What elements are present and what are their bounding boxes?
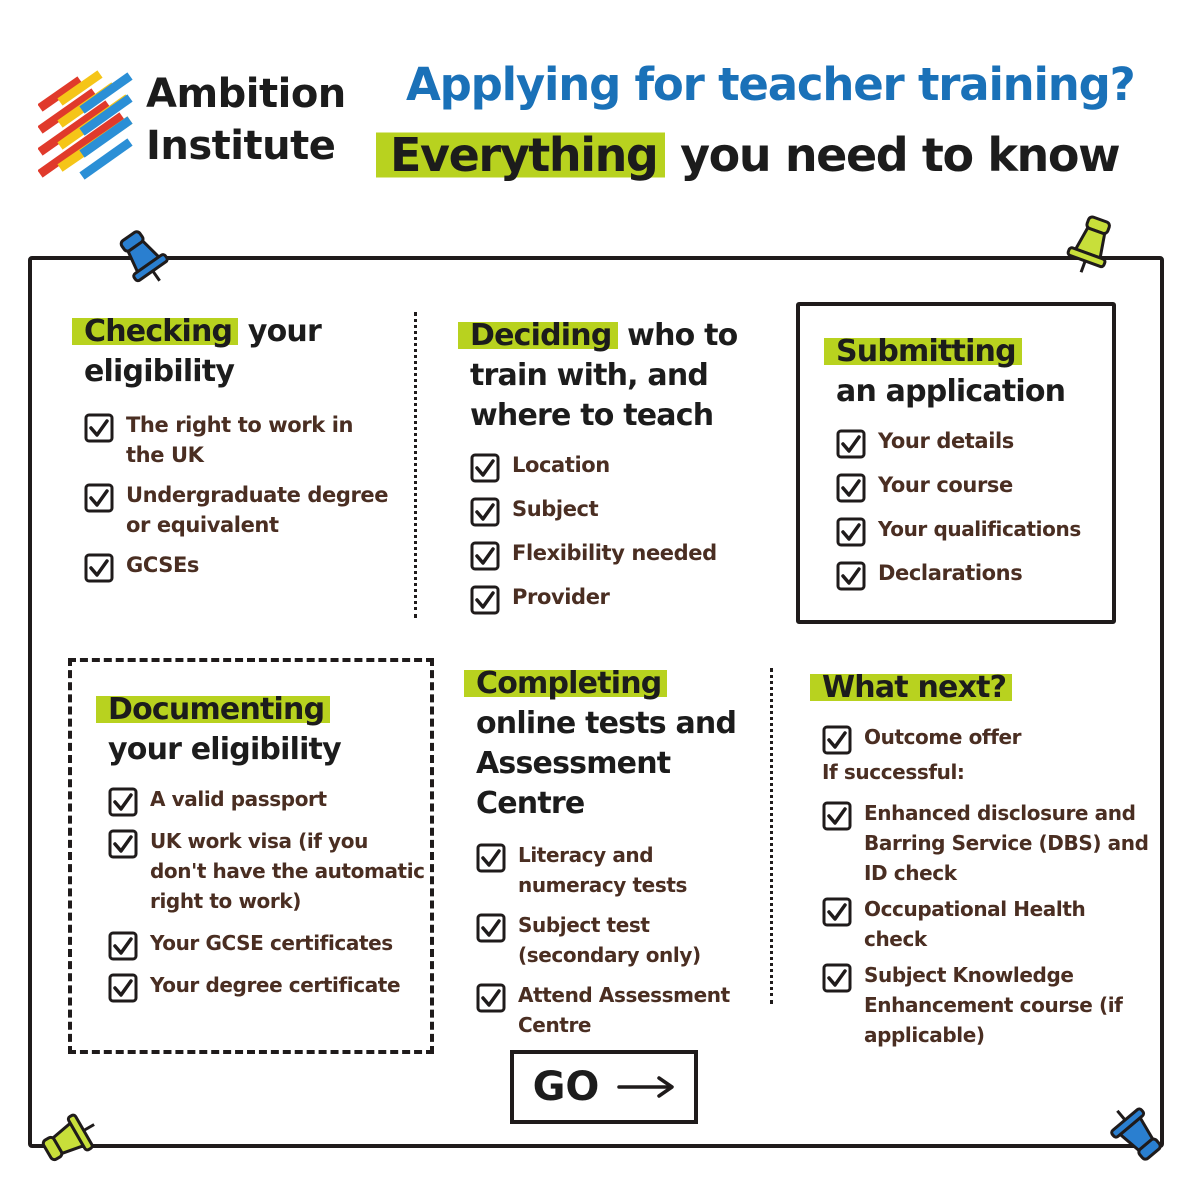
checklist (822, 722, 1152, 752)
brand-name-line2: Institute (146, 123, 336, 169)
checklist-item: Attend Assessment Centre (476, 980, 752, 1040)
checkbox-checked-icon (108, 931, 138, 961)
section-deciding (470, 316, 770, 612)
checkbox-checked-icon (836, 429, 866, 459)
section-title (836, 332, 1100, 412)
title-highlight: Deciding (458, 318, 618, 353)
checkbox-checked-icon (822, 963, 852, 993)
dotted-divider (414, 312, 417, 618)
title-highlight: Submitting (824, 334, 1022, 369)
checklist (108, 784, 426, 1000)
section-documenting (108, 690, 426, 1000)
section-title (108, 690, 426, 770)
title-highlight: Completing (464, 666, 667, 701)
checklist (476, 840, 752, 1040)
push-pin-icon (1104, 1100, 1168, 1166)
checklist-item: Provider (470, 582, 770, 612)
section-title (476, 664, 752, 824)
section-completing (476, 664, 752, 1040)
checkbox-checked-icon (84, 483, 114, 513)
section-submitting (836, 332, 1100, 588)
checkbox-checked-icon (84, 553, 114, 583)
go-button[interactable] (510, 1050, 698, 1124)
arrow-right-icon (617, 1075, 675, 1099)
push-pin-icon (112, 226, 174, 288)
checkbox-checked-icon (108, 829, 138, 859)
checkbox-checked-icon (822, 725, 852, 755)
checklist-item: Your details (836, 426, 1100, 456)
checkbox-checked-icon (84, 413, 114, 443)
checklist-item: Flexibility needed (470, 538, 770, 568)
section-title (470, 316, 770, 436)
subtitle-highlight: Everything (376, 128, 665, 182)
title-highlight: Checking (72, 314, 238, 349)
checkbox-checked-icon (822, 897, 852, 927)
checklist-item: Enhanced disclosure and Barring Service (DBS) and ID check (822, 798, 1152, 888)
title-rest: who to train with, and where to teach (470, 318, 738, 433)
push-pin-icon (1060, 212, 1122, 278)
title-rest: your eligibility (108, 732, 341, 767)
checklist-item: Occupational Health check (822, 894, 1152, 954)
checklist-item: Declarations (836, 558, 1100, 588)
brand-name (146, 68, 346, 172)
checklist-item: Literacy and numeracy tests (476, 840, 752, 900)
checklist-item: Subject Knowledge Enhancement course (if applicable) (822, 960, 1152, 1050)
checklist-item: Your GCSE certificates (108, 928, 426, 958)
checklist (836, 426, 1100, 588)
checkbox-checked-icon (470, 453, 500, 483)
checkbox-checked-icon (470, 541, 500, 571)
go-button-label: GO (532, 1064, 600, 1110)
checkbox-checked-icon (470, 497, 500, 527)
ambition-logo-stripes (38, 68, 134, 182)
title-highlight: What next? (810, 670, 1012, 705)
checklist (84, 410, 394, 580)
checkbox-checked-icon (108, 787, 138, 817)
brand-name-line1: Ambition (146, 71, 346, 117)
checkbox-checked-icon (836, 517, 866, 547)
checklist-item: Your degree certificate (108, 970, 426, 1000)
checklist (822, 798, 1152, 1050)
checklist-item: The right to work in the UK (84, 410, 356, 470)
title-rest: online tests and Assessment Centre (476, 706, 737, 821)
checklist-item: Outcome offer (822, 722, 1152, 752)
title-rest: an application (836, 374, 1066, 409)
checkbox-checked-icon (476, 913, 506, 943)
checklist-item: Subject (470, 494, 770, 524)
checkbox-checked-icon (470, 585, 500, 615)
checkbox-checked-icon (822, 801, 852, 831)
section-what-next (822, 668, 1152, 1050)
section-checking-eligibility (84, 312, 394, 580)
checklist-item: UK work visa (if you don't have the automatic right to work) (108, 826, 426, 916)
push-pin-icon (36, 1108, 102, 1170)
checklist-item: Subject test (secondary only) (476, 910, 752, 970)
checkbox-checked-icon (476, 843, 506, 873)
title-rest: your eligibility (84, 314, 321, 389)
checklist-item: A valid passport (108, 784, 426, 814)
dotted-divider (770, 668, 773, 1004)
subtitle-rest: you need to know (665, 128, 1120, 182)
page-title: Applying for teacher training? (406, 58, 1135, 111)
checklist-item: Undergraduate degree or equivalent (84, 480, 394, 540)
page-subtitle (390, 128, 1119, 182)
checkbox-checked-icon (836, 561, 866, 591)
checkbox-checked-icon (476, 983, 506, 1013)
checklist-item: Your qualifications (836, 514, 1100, 544)
checklist-item: Location (470, 450, 770, 480)
checklist-item: GCSEs (84, 550, 394, 580)
section-title (84, 312, 394, 392)
title-highlight: Documenting (96, 692, 330, 727)
section-title (822, 668, 1152, 708)
note-if-successful: If successful: (822, 760, 965, 784)
checkbox-checked-icon (108, 973, 138, 1003)
checkbox-checked-icon (836, 473, 866, 503)
checklist (470, 450, 770, 612)
checklist-item: Your course (836, 470, 1100, 500)
